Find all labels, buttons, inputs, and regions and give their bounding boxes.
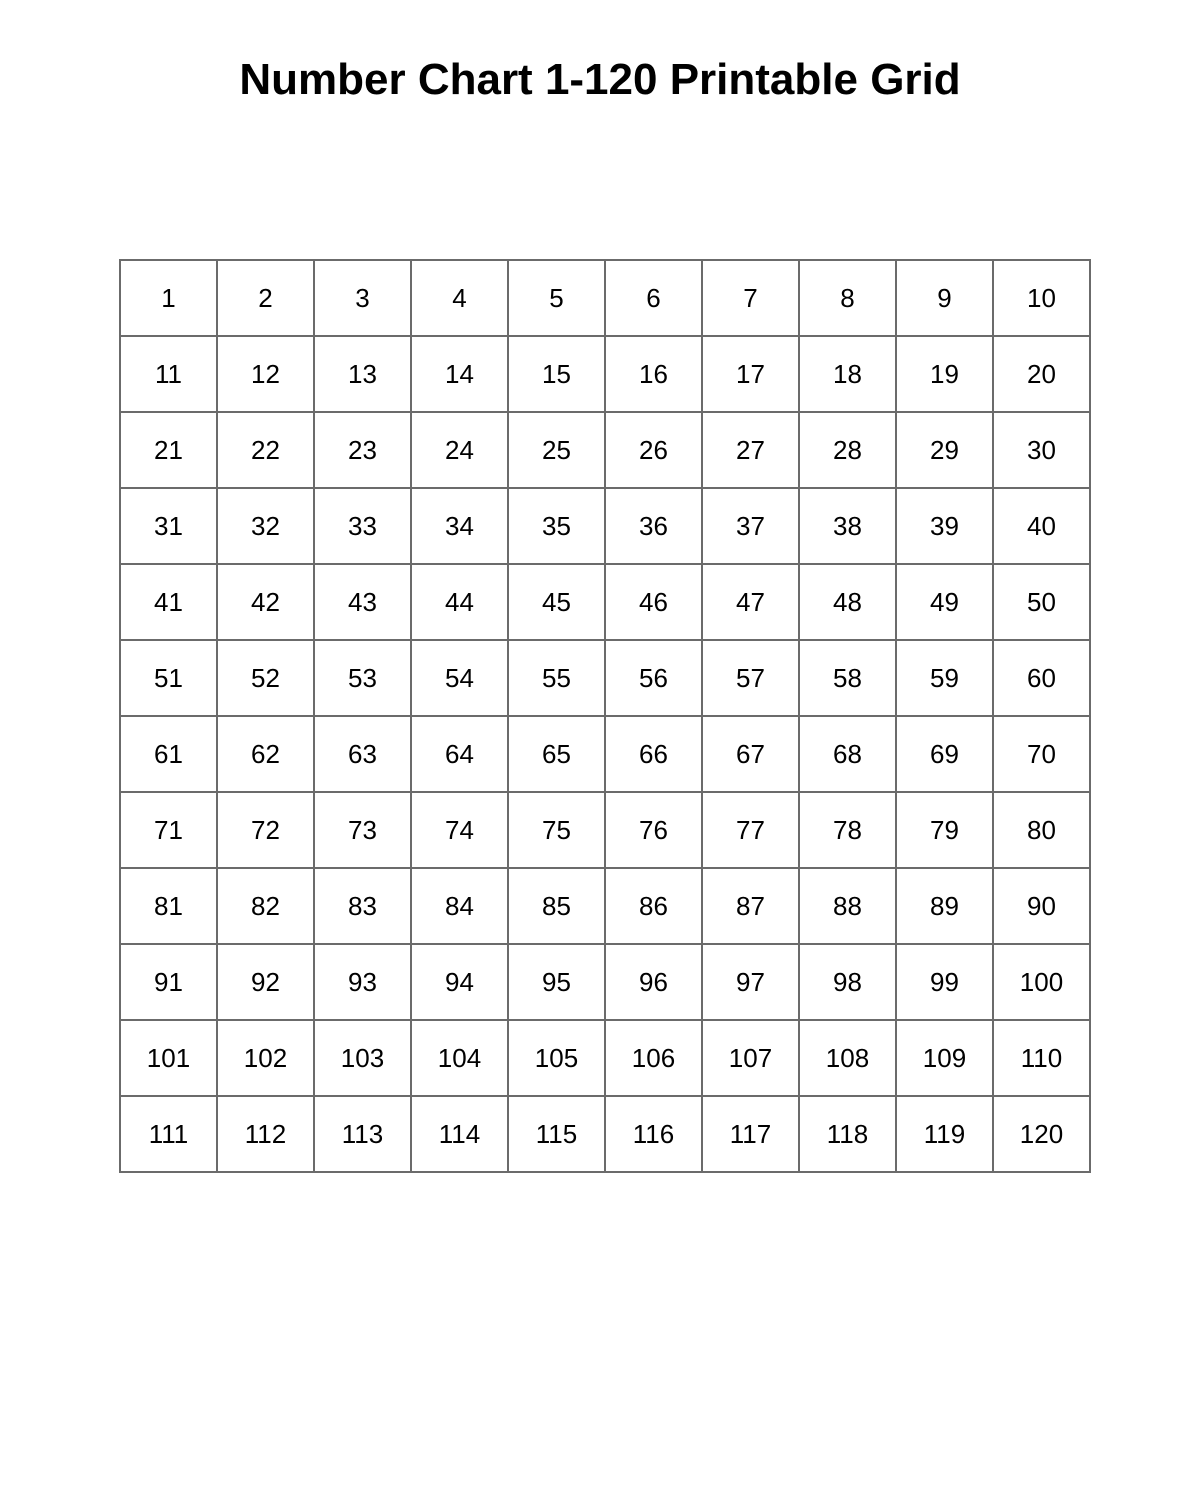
grid-cell: 106 [605, 1020, 702, 1096]
grid-cell: 6 [605, 260, 702, 336]
grid-cell: 11 [120, 336, 217, 412]
grid-cell: 72 [217, 792, 314, 868]
grid-cell: 118 [799, 1096, 896, 1172]
grid-cell: 92 [217, 944, 314, 1020]
grid-row [120, 336, 1090, 412]
grid-cell: 75 [508, 792, 605, 868]
grid-cell: 113 [314, 1096, 411, 1172]
grid-row [120, 944, 1090, 1020]
grid-cell: 21 [120, 412, 217, 488]
grid-row [120, 412, 1090, 488]
grid-cell: 119 [896, 1096, 993, 1172]
number-grid [119, 259, 1091, 1173]
grid-cell: 107 [702, 1020, 799, 1096]
grid-cell: 78 [799, 792, 896, 868]
grid-cell: 14 [411, 336, 508, 412]
grid-cell: 5 [508, 260, 605, 336]
grid-cell: 110 [993, 1020, 1090, 1096]
grid-cell: 111 [120, 1096, 217, 1172]
grid-cell: 116 [605, 1096, 702, 1172]
grid-cell: 95 [508, 944, 605, 1020]
grid-cell: 88 [799, 868, 896, 944]
grid-cell: 68 [799, 716, 896, 792]
grid-cell: 97 [702, 944, 799, 1020]
grid-cell: 101 [120, 1020, 217, 1096]
grid-cell: 70 [993, 716, 1090, 792]
grid-cell: 69 [896, 716, 993, 792]
grid-cell: 17 [702, 336, 799, 412]
grid-cell: 52 [217, 640, 314, 716]
grid-cell: 27 [702, 412, 799, 488]
grid-cell: 10 [993, 260, 1090, 336]
grid-cell: 7 [702, 260, 799, 336]
grid-row [120, 792, 1090, 868]
grid-cell: 108 [799, 1020, 896, 1096]
grid-cell: 16 [605, 336, 702, 412]
grid-cell: 46 [605, 564, 702, 640]
grid-cell: 80 [993, 792, 1090, 868]
grid-cell: 32 [217, 488, 314, 564]
grid-cell: 36 [605, 488, 702, 564]
grid-cell: 100 [993, 944, 1090, 1020]
grid-cell: 53 [314, 640, 411, 716]
grid-cell: 86 [605, 868, 702, 944]
grid-cell: 104 [411, 1020, 508, 1096]
grid-cell: 22 [217, 412, 314, 488]
grid-cell: 37 [702, 488, 799, 564]
grid-cell: 8 [799, 260, 896, 336]
grid-cell: 99 [896, 944, 993, 1020]
grid-cell: 3 [314, 260, 411, 336]
grid-cell: 47 [702, 564, 799, 640]
grid-cell: 28 [799, 412, 896, 488]
grid-row [120, 868, 1090, 944]
grid-cell: 105 [508, 1020, 605, 1096]
grid-cell: 51 [120, 640, 217, 716]
grid-cell: 117 [702, 1096, 799, 1172]
grid-cell: 12 [217, 336, 314, 412]
grid-cell: 55 [508, 640, 605, 716]
grid-cell: 73 [314, 792, 411, 868]
grid-row [120, 716, 1090, 792]
number-grid-body [120, 260, 1090, 1172]
grid-row [120, 564, 1090, 640]
grid-cell: 93 [314, 944, 411, 1020]
grid-cell: 42 [217, 564, 314, 640]
grid-cell: 4 [411, 260, 508, 336]
grid-cell: 56 [605, 640, 702, 716]
grid-cell: 9 [896, 260, 993, 336]
grid-cell: 58 [799, 640, 896, 716]
grid-cell: 2 [217, 260, 314, 336]
grid-cell: 18 [799, 336, 896, 412]
grid-cell: 63 [314, 716, 411, 792]
grid-cell: 35 [508, 488, 605, 564]
grid-cell: 112 [217, 1096, 314, 1172]
grid-cell: 20 [993, 336, 1090, 412]
grid-cell: 66 [605, 716, 702, 792]
grid-cell: 30 [993, 412, 1090, 488]
grid-cell: 65 [508, 716, 605, 792]
grid-cell: 57 [702, 640, 799, 716]
grid-cell: 76 [605, 792, 702, 868]
grid-cell: 23 [314, 412, 411, 488]
grid-cell: 24 [411, 412, 508, 488]
grid-cell: 83 [314, 868, 411, 944]
grid-cell: 29 [896, 412, 993, 488]
grid-cell: 103 [314, 1020, 411, 1096]
grid-cell: 120 [993, 1096, 1090, 1172]
grid-cell: 89 [896, 868, 993, 944]
grid-cell: 38 [799, 488, 896, 564]
grid-cell: 34 [411, 488, 508, 564]
grid-cell: 31 [120, 488, 217, 564]
grid-cell: 62 [217, 716, 314, 792]
grid-cell: 25 [508, 412, 605, 488]
grid-cell: 67 [702, 716, 799, 792]
grid-cell: 109 [896, 1020, 993, 1096]
grid-cell: 64 [411, 716, 508, 792]
grid-cell: 43 [314, 564, 411, 640]
grid-cell: 91 [120, 944, 217, 1020]
grid-cell: 19 [896, 336, 993, 412]
grid-cell: 79 [896, 792, 993, 868]
grid-cell: 60 [993, 640, 1090, 716]
grid-cell: 102 [217, 1020, 314, 1096]
grid-cell: 82 [217, 868, 314, 944]
page-title: Number Chart 1-120 Printable Grid [239, 55, 961, 104]
grid-cell: 26 [605, 412, 702, 488]
grid-cell: 96 [605, 944, 702, 1020]
grid-cell: 61 [120, 716, 217, 792]
grid-cell: 15 [508, 336, 605, 412]
grid-cell: 98 [799, 944, 896, 1020]
grid-cell: 74 [411, 792, 508, 868]
grid-cell: 40 [993, 488, 1090, 564]
grid-cell: 44 [411, 564, 508, 640]
grid-row [120, 640, 1090, 716]
grid-cell: 90 [993, 868, 1090, 944]
grid-cell: 41 [120, 564, 217, 640]
grid-cell: 59 [896, 640, 993, 716]
grid-cell: 49 [896, 564, 993, 640]
grid-cell: 48 [799, 564, 896, 640]
grid-row [120, 260, 1090, 336]
grid-cell: 115 [508, 1096, 605, 1172]
grid-cell: 114 [411, 1096, 508, 1172]
grid-cell: 71 [120, 792, 217, 868]
grid-cell: 39 [896, 488, 993, 564]
grid-cell: 50 [993, 564, 1090, 640]
grid-cell: 81 [120, 868, 217, 944]
grid-cell: 45 [508, 564, 605, 640]
grid-cell: 84 [411, 868, 508, 944]
grid-row [120, 1096, 1090, 1172]
grid-cell: 94 [411, 944, 508, 1020]
grid-cell: 1 [120, 260, 217, 336]
grid-cell: 33 [314, 488, 411, 564]
grid-cell: 13 [314, 336, 411, 412]
grid-row [120, 1020, 1090, 1096]
grid-cell: 77 [702, 792, 799, 868]
grid-cell: 54 [411, 640, 508, 716]
grid-cell: 87 [702, 868, 799, 944]
grid-row [120, 488, 1090, 564]
grid-cell: 85 [508, 868, 605, 944]
